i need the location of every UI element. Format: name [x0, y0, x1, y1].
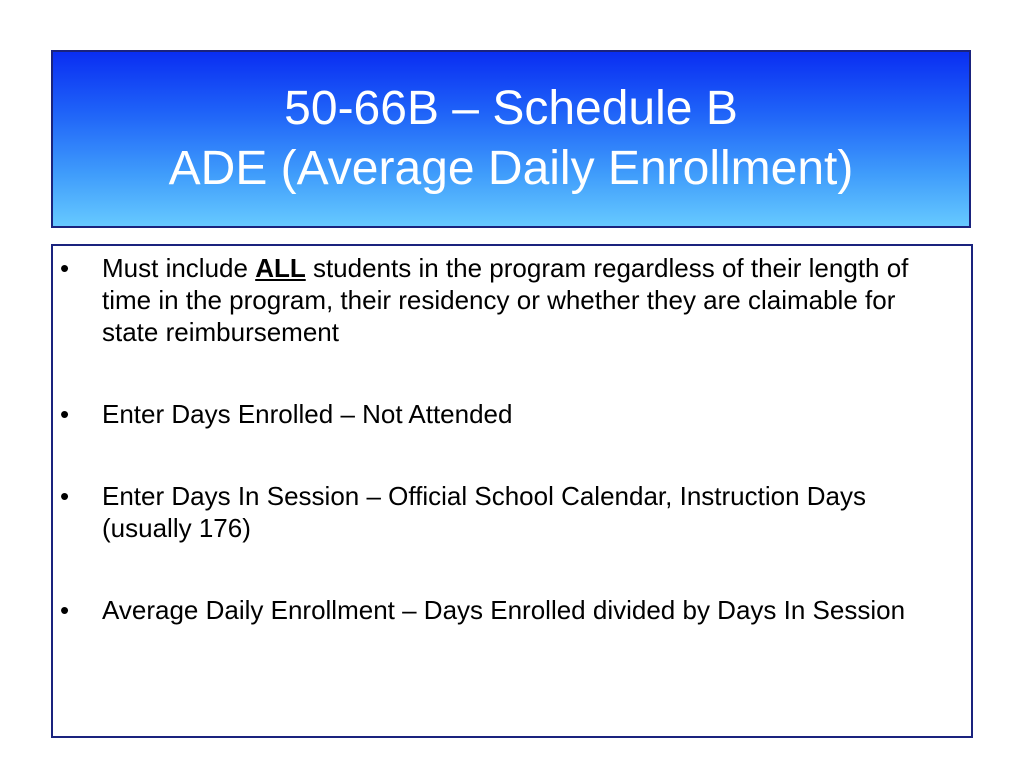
- bullet-icon: •: [60, 253, 70, 283]
- bullet-item-days-in-session: [53, 480, 971, 544]
- content-panel: [51, 244, 973, 738]
- bullet-list: [53, 252, 971, 626]
- bullet-text-before: Must include: [102, 253, 256, 283]
- bullet-text-after: students in the program regardless of their length of time in the program, their residency or whether they are claimable for state reimbursement: [102, 253, 909, 347]
- bullet-emphasis-all: ALL: [255, 253, 306, 283]
- bullet-text: Enter Days Enrolled – Not Attended: [102, 399, 513, 429]
- title-line-2: ADE (Average Daily Enrollment): [168, 142, 854, 195]
- bullet-item-include-all: [53, 252, 971, 348]
- bullet-text: Enter Days In Session – Official School Calendar, Instruction Days (usually 176): [102, 481, 867, 543]
- title-banner: [51, 50, 971, 228]
- bullet-text: Average Daily Enrollment – Days Enrolled divided by Days In Session: [102, 595, 906, 625]
- bullet-icon: •: [60, 399, 70, 429]
- bullet-icon: •: [60, 595, 70, 625]
- bullet-item-average-daily-enrollment: [53, 594, 971, 626]
- title-line-1: 50-66B – Schedule B: [284, 82, 738, 135]
- bullet-icon: •: [60, 481, 70, 511]
- bullet-item-days-enrolled: [53, 398, 971, 430]
